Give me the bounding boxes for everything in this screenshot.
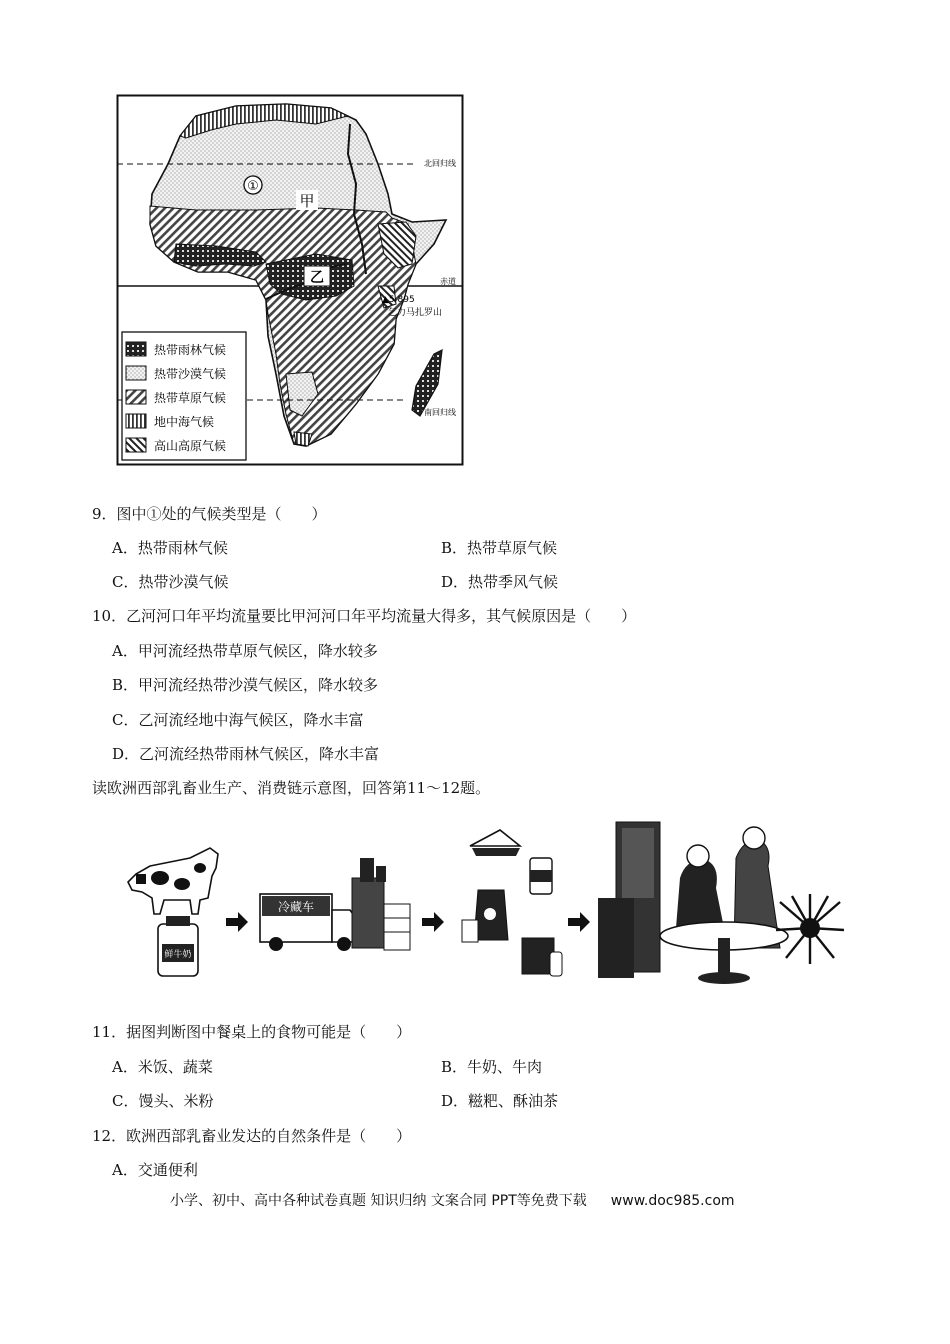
- question-11-option-d: D．糍粑、酥油茶: [441, 1092, 559, 1110]
- question-9-option-b: B．热带草原气候: [441, 539, 558, 557]
- question-11-option-b: B．牛奶、牛肉: [441, 1058, 543, 1076]
- footer-url-link[interactable]: www.doc985.com: [610, 1193, 735, 1209]
- question-10-stem: 10．乙河河口年平均流量要比甲河河口年平均流量大得多，其气候原因是（ ）: [92, 607, 637, 625]
- question-9-option-a: A．热带雨林气候: [112, 539, 228, 557]
- legend-label: 热带草原气候: [154, 391, 227, 405]
- truck-label: 冷藏车: [277, 900, 315, 914]
- milk-can-label: 鲜牛奶: [164, 950, 192, 960]
- label-yi: 乙: [310, 270, 324, 286]
- question-10-option-b: B．甲河流经热带沙漠气候区，降水较多: [112, 676, 379, 694]
- dairy-factory-image: [352, 858, 410, 950]
- footer-text: 小学、初中、高中各种试卷真题 知识归纳 文案合同 PPT等免费下载: [170, 1193, 587, 1209]
- question-9-option-c: C．热带沙漠气候: [112, 573, 229, 591]
- legend-swatch-savanna: [126, 390, 146, 404]
- equator-label: 赤道: [440, 277, 456, 286]
- question-12-option-a: A．交通便利: [112, 1161, 198, 1179]
- legend-label: 热带雨林气候: [154, 343, 227, 357]
- question-10-option-c: C．乙河流经地中海气候区，降水丰富: [112, 711, 364, 729]
- milk-can-image: [158, 916, 198, 976]
- elevation-label: ▲5 895: [382, 295, 415, 305]
- question-11-stem: 11．据图判断图中餐桌上的食物可能是（ ）: [92, 1023, 412, 1041]
- legend-swatch-highland: [126, 438, 146, 452]
- mountain-label: 乞力马扎罗山: [388, 308, 443, 318]
- question-11-option-c: C．馒头、米粉: [112, 1092, 214, 1110]
- question-12-stem: 12．欧洲西部乳畜业发达的自然条件是（ ）: [92, 1127, 412, 1145]
- legend-label: 地中海气候: [154, 415, 215, 429]
- arrow-icon: [422, 912, 444, 932]
- question-9-option-d: D．热带季风气候: [441, 573, 559, 591]
- tropic-north-label: 北回归线: [424, 159, 456, 168]
- question-10-option-d: D．乙河流经热带雨林气候区，降水丰富: [112, 745, 380, 763]
- marker-1-label: ①: [247, 179, 259, 194]
- question-11-option-a: A．米饭、蔬菜: [112, 1058, 213, 1076]
- restaurant-dining-scene-image: [598, 822, 844, 984]
- africa-climate-map: [116, 94, 464, 466]
- label-jia: 甲: [299, 192, 315, 210]
- page-footer: [170, 1190, 735, 1210]
- map-legend: [122, 332, 246, 460]
- legend-swatch-rainforest: [126, 342, 146, 356]
- arrow-icon: [568, 912, 590, 932]
- dairy-chain-illustration: [120, 818, 848, 996]
- cow-image: [128, 848, 218, 914]
- legend-swatch-desert: [126, 366, 146, 380]
- legend-swatch-mediterranean: [126, 414, 146, 428]
- question-10-option-a: A．甲河流经热带草原气候区，降水较多: [112, 642, 378, 660]
- question-9-stem: 9．图中①处的气候类型是（ ）: [92, 505, 327, 523]
- refrigerated-truck-image: [260, 894, 360, 951]
- legend-label: 热带沙漠气候: [154, 367, 227, 381]
- section-intro: 读欧洲西部乳畜业生产、消费链示意图，回答第11～12题。: [92, 779, 491, 797]
- tropic-south-label: 南回归线: [424, 408, 456, 417]
- arrow-icon: [226, 912, 248, 932]
- legend-label: 高山高原气候: [154, 439, 227, 453]
- dairy-products-image: [462, 830, 562, 976]
